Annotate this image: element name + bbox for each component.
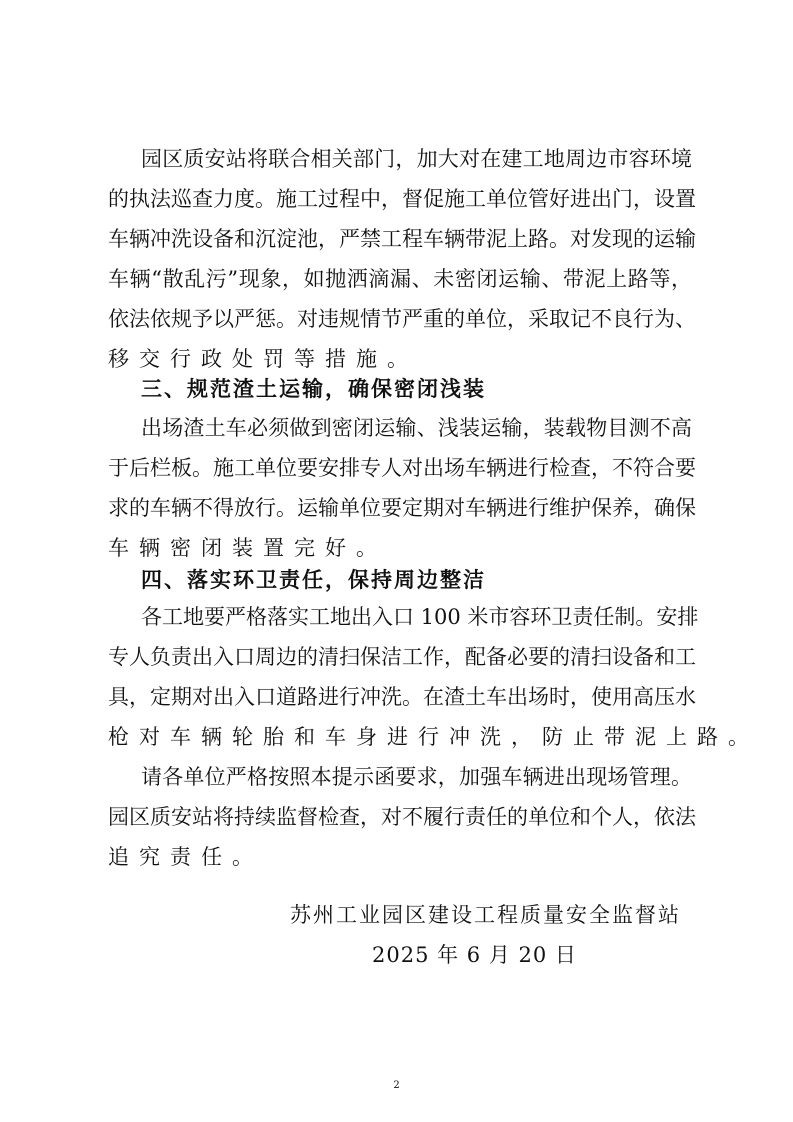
section-heading-4: 四、落实环卫责任，保持周边整洁 — [141, 568, 486, 592]
text-line: 追究责任。 — [108, 845, 263, 869]
text-line: 求的车辆不得放行。运输单位要定期对车辆进行维护保养，确保 — [108, 496, 696, 520]
text-line: 园区质安站将持续监督检查，对不履行责任的单位和个人，依法 — [108, 805, 696, 829]
page-number: 2 — [393, 1080, 400, 1091]
text-line: 车辆“散乱污”现象，如抛洒滴漏、未密闭运输、带泥上路等， — [108, 267, 692, 291]
text-line: 车辆密闭装置完好。 — [108, 536, 387, 560]
text-line: 园区质安站将联合相关部门，加大对在建工地周边市容环境 — [141, 147, 692, 171]
text-line: 具，定期对出入口道路进行冲洗。在渣土车出场时，使用高压水 — [108, 685, 696, 709]
text-line: 车辆冲洗设备和沉淀池，严禁工程车辆带泥上路。对发现的运输 — [108, 227, 696, 251]
text-line: 依法依规予以严惩。对违规情节严重的单位，采取记不良行为、 — [108, 307, 696, 331]
section-heading-3: 三、规范渣土运输，确保密闭浅装 — [141, 377, 486, 401]
text-line: 移交行政处罚等措施。 — [108, 347, 418, 371]
signature-date: 2025 年 6 月 20 日 — [372, 943, 577, 967]
text-line: 专人负责出入口周边的清扫保洁工作，配备必要的清扫设备和工 — [108, 645, 696, 669]
text-line: 于后栏板。施工单位要安排专人对出场车辆进行检查，不符合要 — [108, 456, 696, 480]
text-line: 的执法巡查力度。施工过程中，督促施工单位管好进出门，设置 — [108, 187, 696, 211]
text-line: 各工地要严格落实工地出入口 100 米市容环卫责任制。安排 — [141, 605, 699, 629]
text-line: 请各单位严格按照本提示函要求，加强车辆进出现场管理。 — [141, 765, 692, 789]
text-line: 出场渣土车必须做到密闭运输、浅装运输，装载物目测不高 — [141, 416, 692, 440]
signature-organization: 苏州工业园区建设工程质量安全监督站 — [290, 903, 681, 927]
text-line: 枪对车辆轮胎和车身进行冲洗，防止带泥上路。 — [108, 725, 759, 749]
